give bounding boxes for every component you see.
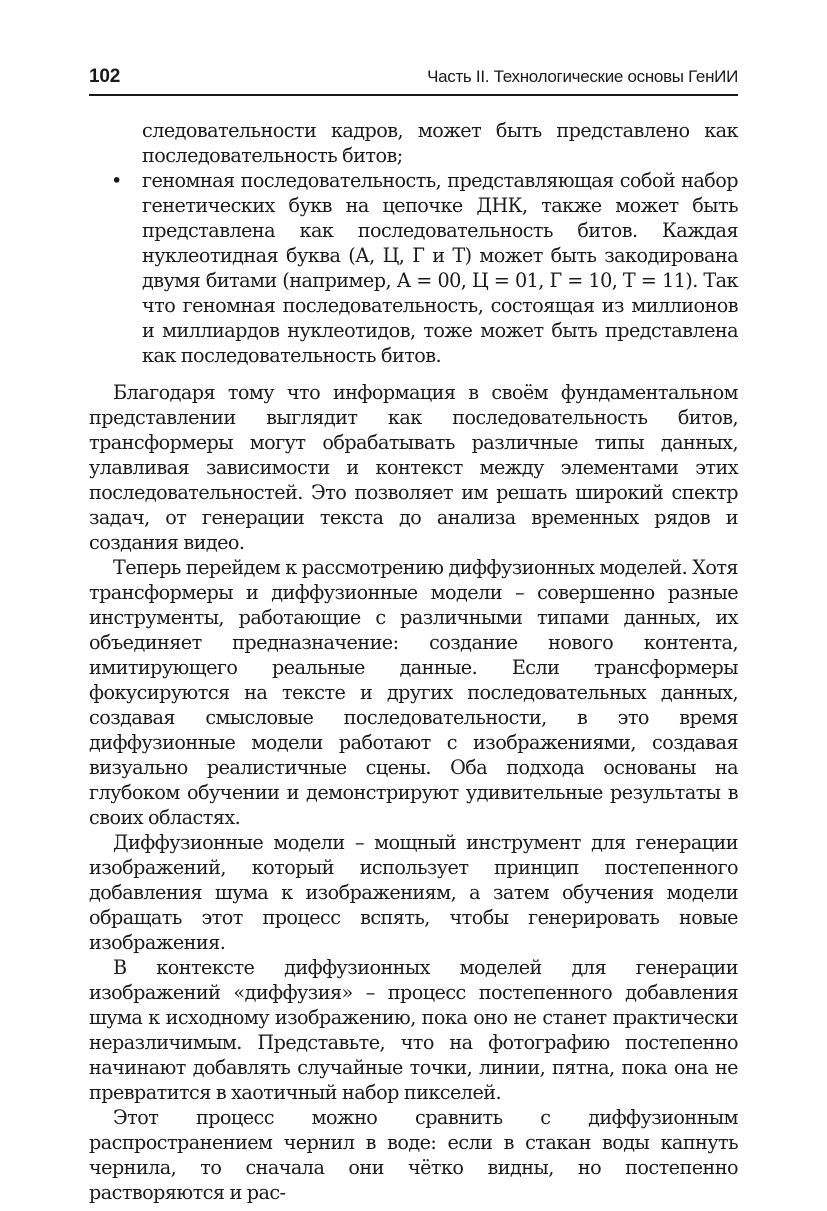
page-header	[89, 64, 738, 96]
bullet-list	[89, 118, 738, 368]
paragraph: Этот процесс можно сравнить с диффузионным распространением чернил в воде: если в стакан воды капнуть чернила, то сначала они чётко видны, но постепенно растворяются и рас-	[89, 1106, 738, 1204]
paragraph: В контексте диффузионных моделей для генерации изображений «диффузия» – процесс постепенного добавления шума к исходному изображению, пока оно не станет практически неразличимым. Представьте, что на фотографию постепенно начинают добавлять случайные точки, линии, пятна, пока она не превратится в хаотичный набор пикселей.	[89, 956, 738, 1104]
paragraph: Благодаря тому что информация в своём фундаментальном представлении выглядит как последовательность битов, трансформеры могут обрабатывать различные типы данных, улавливая зависимости и контекст между элементами этих последовательностей. Это позволяет им решать широкий спектр задач, от генерации текста до анализа временных рядов и создания видео.	[89, 381, 738, 554]
body-text	[89, 118, 738, 1205]
list-item-text: следовательности кадров, может быть представлено как последовательность битов;	[142, 119, 738, 167]
running-title: Часть II. Технологические основы ГенИИ	[427, 67, 738, 86]
list-item-text: геномная последовательность, представляющая собой набор генетических букв на цепочке ДНК, также может быть представлена как последовательность битов. Каждая нуклеотидная буква (А, Ц, Г и Т) может быть закодирована двумя битами (например, А = 00, Ц = 01, Г = 10, Т = 11). Так что геномная последовательность, состоящая из миллионов и миллиардов нуклеотидов, тоже может быть представлена как последовательность битов.	[142, 169, 738, 367]
list-item	[89, 168, 738, 368]
paragraph: Диффузионные модели – мощный инструмент для генерации изображений, который использует принцип постепенного добавления шума к изображениям, а затем обучения модели обращать этот процесс вспять, чтобы генерировать новые изображения.	[89, 831, 738, 954]
list-item	[89, 118, 738, 168]
page-number: 102	[89, 66, 121, 87]
bullet-icon: •	[111, 169, 122, 192]
paragraph: Теперь перейдем к рассмотрению диффузионных моделей. Хотя трансформеры и диффузионные модели – совершенно разные инструменты, работающие с различными типами данных, их объединяет предназначение: создание нового контента, имитирующего реальные данные. Если трансформеры фокусируются на тексте и других последовательных данных, создавая смысловые последовательности, в это время диффузионные модели работают с изображениями, создавая визуально реалистичные сцены. Оба подхода основаны на глубоком обучении и демонстрируют удивительные результаты в своих областях.	[89, 556, 738, 829]
